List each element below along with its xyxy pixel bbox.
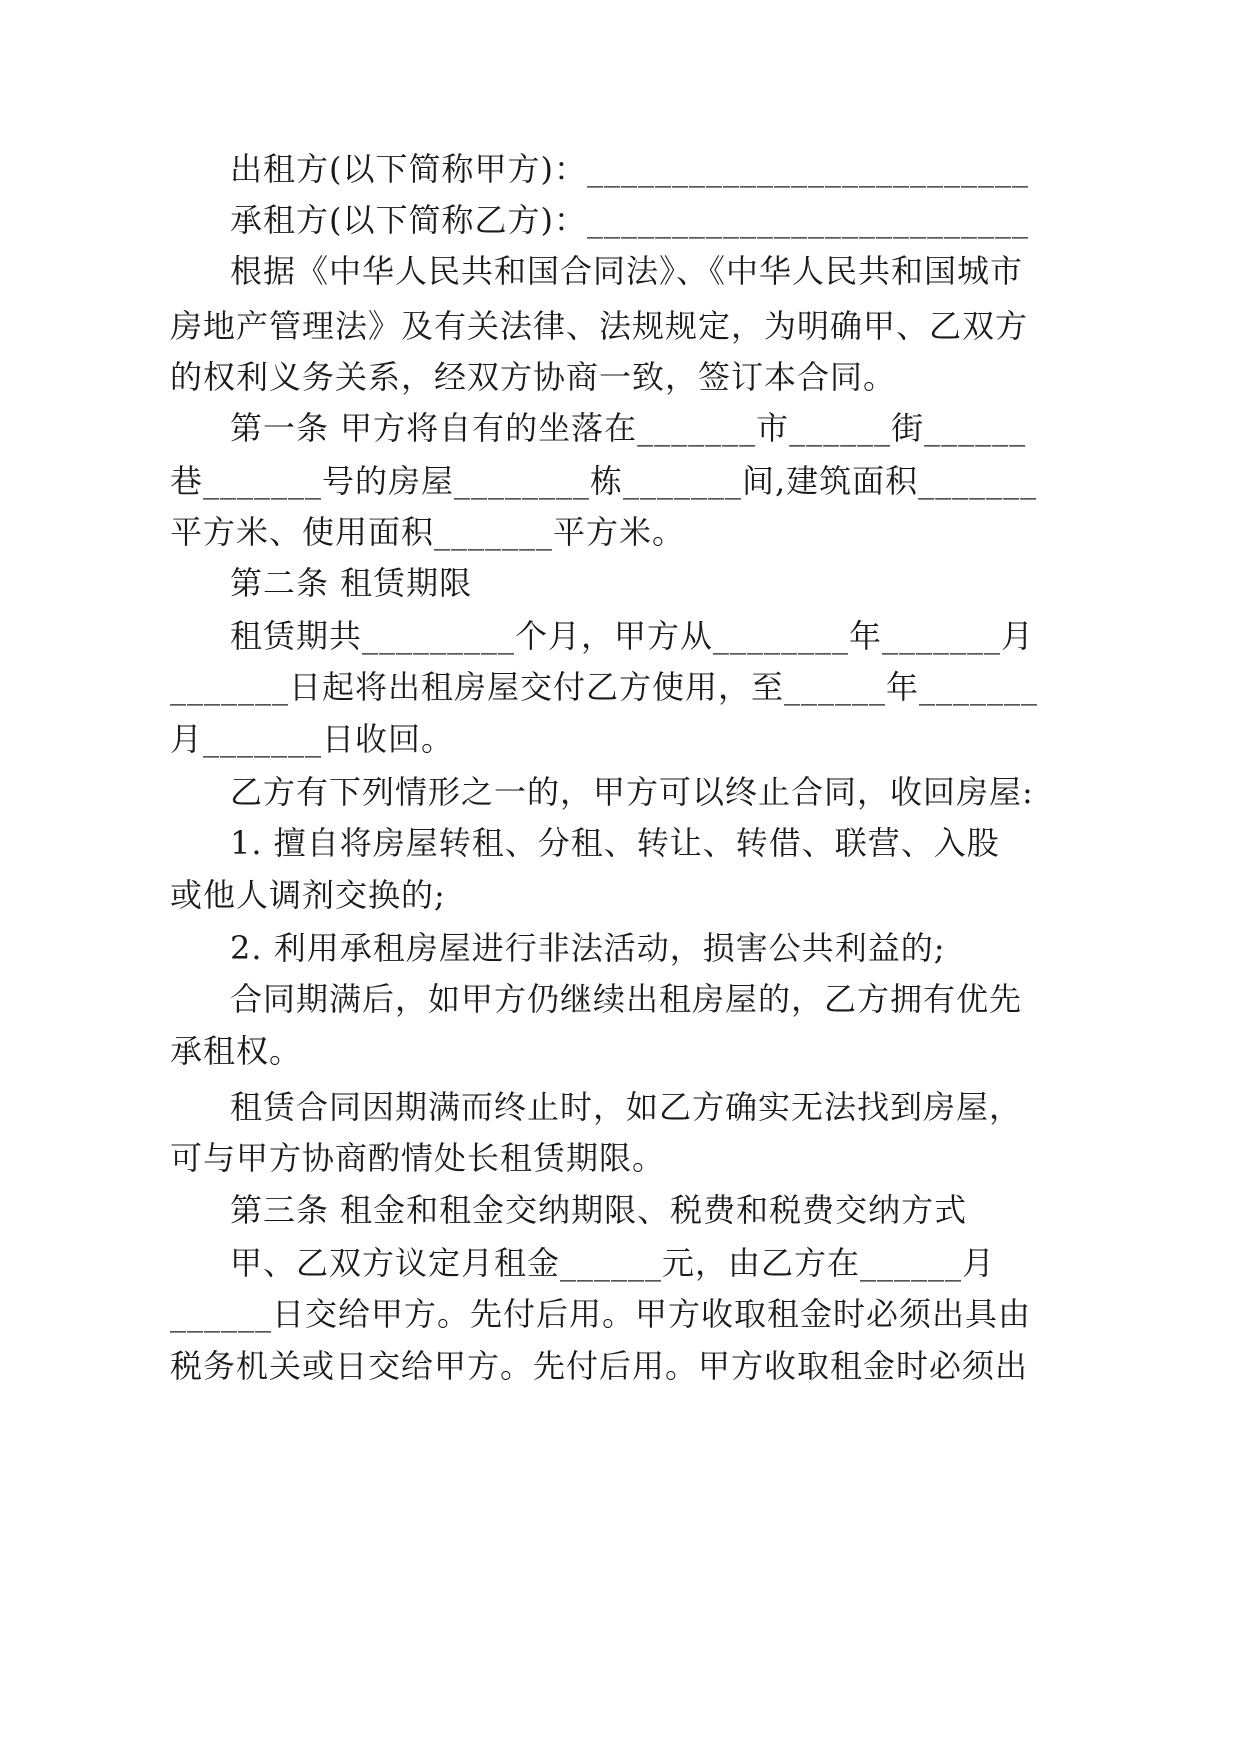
article-3-heading-text: 第三条 租金和租金交纳期限、税费和税费交纳方式: [230, 1191, 968, 1229]
preamble-line-3-text: 的权利义务关系，经双方协商一致，签订本合同。: [170, 358, 897, 396]
extension-line-1-text: 租赁合同因期满而终止时，如乙方确实无法找到房屋，: [230, 1088, 1023, 1126]
renewal-line-2-text: 承租权。: [170, 1032, 303, 1070]
termination-item-1-line-2-text: 或他人调剂交换的;: [170, 876, 446, 914]
extension-line-2-text: 可与甲方协商酌情处长租赁期限。: [170, 1139, 666, 1177]
termination-item-2-text: 2. 利用承租房屋进行非法活动，损害公共利益的;: [230, 929, 946, 967]
article-3-line-1-text: 甲、乙双方议定月租金______元，由乙方在______月: [230, 1244, 996, 1282]
article-3-line-3-text: 税务机关或日交给甲方。先付后用。甲方收取租金时必须出: [170, 1347, 1029, 1385]
line-lessee-text: 承租方(以下简称乙方)：__________________________: [230, 201, 1029, 239]
article-1-line-3-text: 平方米、使用面积_______平方米。: [170, 513, 686, 551]
termination-intro-text: 乙方有下列情形之一的，甲方可以终止合同，收回房屋:: [230, 773, 1034, 811]
article-1-line-2-text: 巷_______号的房屋________栋_______间,建筑面积_______: [170, 462, 1038, 500]
article-3-line-2-text: ______日交给甲方。先付后用。甲方收取租金时必须出具由: [170, 1295, 1032, 1333]
article-2-line-2-text: _______日起将出租房屋交付乙方使用，至______年_______: [170, 668, 1039, 706]
preamble-line-1-text: 根据《中华人民共和国合同法》、《中华人民共和国城市: [230, 252, 1024, 290]
article-2-line-1-text: 租赁期共_________个月，甲方从________年_______月: [230, 617, 1035, 655]
renewal-line-1-text: 合同期满后，如甲方仍继续出租房屋的，乙方拥有优先: [230, 980, 1023, 1018]
article-2-line-3-text: 月_______日收回。: [170, 720, 455, 758]
preamble-line-2-text: 房地产管理法》及有关法律、法规规定，为明确甲、乙双方: [170, 307, 1029, 345]
article-1-line-1-text: 第一条 甲方将自有的坐落在_______市______街______: [230, 409, 1027, 447]
termination-item-1-line-1-text: 1. 擅自将房屋转租、分租、转让、转借、联营、入股: [230, 824, 1000, 862]
article-2-heading-text: 第二条 租赁期限: [230, 564, 473, 602]
line-lessor-text: 出租方(以下简称甲方)：__________________________: [230, 150, 1029, 188]
